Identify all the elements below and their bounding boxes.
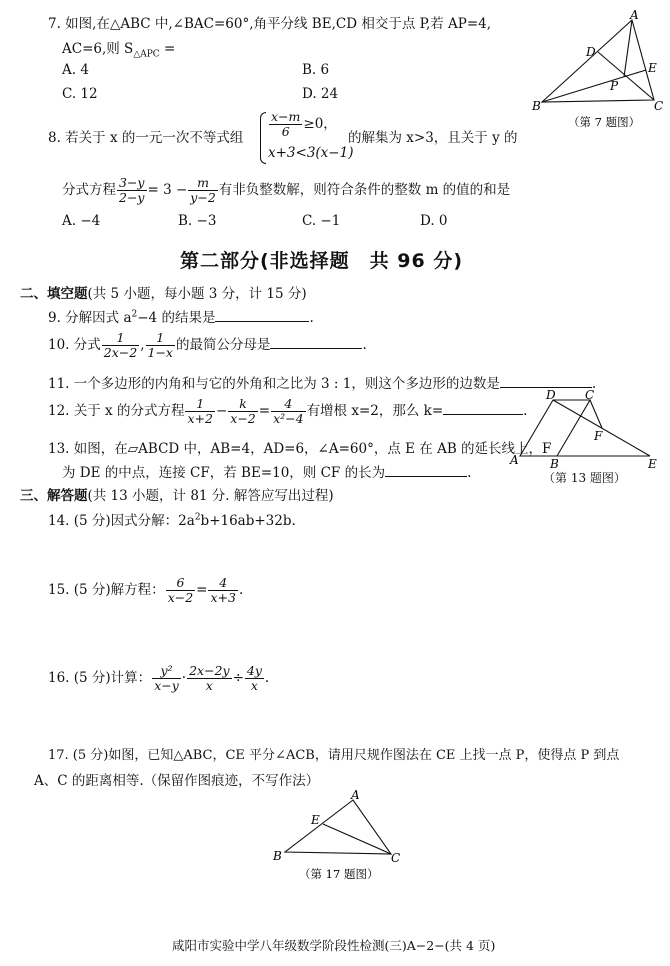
q15: 15. (5 分)解方程： $\frac{6}{x-2}$ = $\frac{4}{x+3}$ . xyxy=(48,575,244,605)
q11-answer-blank xyxy=(500,375,592,388)
q9: 9. 分解因式 $a^2-4$ 的结果是 . xyxy=(48,309,314,326)
q7-label-a: A xyxy=(630,8,639,22)
q8-line2: 分式方程 $\frac{3-y}{2-y}$ = 3 − $\frac{m}{y-2}$ 有非负整数解，则符合条件的整数 m 的值的和是 xyxy=(62,175,511,205)
q7-label-b: B xyxy=(532,99,541,113)
q13-figure xyxy=(508,390,663,468)
q7-label-e: E xyxy=(648,61,657,75)
q7-label-d: D xyxy=(586,45,596,59)
q8-ineq1: $\frac{x-m}{6}$ ≥0， xyxy=(271,109,337,139)
q8-option-a: A. −4 xyxy=(62,213,101,229)
footer: 咸阳市实验中学八年级数学阶段性检测(三)A−2−(共 4 页) xyxy=(172,938,496,953)
q17-label-c: C xyxy=(391,851,401,865)
q8-option-d: D. 0 xyxy=(420,213,448,229)
q13-line2: 为 DE 的中点，连接 CF，若 BE=10，则 CF 的长为 . xyxy=(62,465,472,481)
q13-caption: （第 13 题图） xyxy=(543,471,626,485)
q17-triangle-abc xyxy=(285,800,391,854)
q7-line2: AC=6,则 $S_{\triangle APC}$ = xyxy=(62,41,176,60)
q13-label-a: A xyxy=(510,453,519,467)
q7-segment-ap xyxy=(624,20,632,77)
q13-parallelogram xyxy=(520,400,590,456)
q8-option-b: B. −3 xyxy=(178,213,217,229)
q13-label-f: F xyxy=(594,429,603,443)
q17-figure xyxy=(265,788,415,886)
q7-option-a: A. 4 xyxy=(62,62,89,78)
section3-heading: 三、解答题(共 13 小题，计 81 分. 解答应写出过程) xyxy=(20,488,334,504)
q7-triangle-abc xyxy=(542,20,654,102)
q9-answer-blank xyxy=(215,309,309,322)
q7-option-c: C. 12 xyxy=(62,86,98,102)
q7-option-d: D. 24 xyxy=(302,86,339,102)
q8-brace xyxy=(260,112,266,164)
q17-line1: 17. (5 分)如图，已知△ABC，CE 平分∠ACB，请用尺规作图法在 CE 上找一点 P，使得点 P 到点 xyxy=(48,748,620,763)
q17-caption: （第 17 题图） xyxy=(299,867,379,881)
q13-label-c: C xyxy=(585,390,595,402)
q14: 14. (5 分)因式分解：$2a^2b+16ab+32b$. xyxy=(48,512,296,529)
q13-label-d: D xyxy=(546,390,556,402)
q7-label-p: P xyxy=(610,79,619,93)
q7-label-c: C xyxy=(654,99,664,113)
q10: 10. 分式 $\frac{1}{2x-2}$ , $\frac{1}{1-x}$ 的最简公分母是 . xyxy=(48,330,367,360)
q8-ineq2: x+3<3(x−1) xyxy=(268,145,354,161)
q7-caption: （第 7 题图） xyxy=(568,115,641,129)
section2-heading: 二、填空题(共 5 小题，每小题 3 分，计 15 分) xyxy=(20,286,307,302)
q13-line1: 13. 如图，在▱ABCD 中，AB=4，AD=6，∠A=60°，点 E 在 AB 的延长线上，F xyxy=(48,441,552,457)
q11: 11. 一个多边形的内角和与它的外角和之比为 3 : 1，则这个多边形的边数是 . xyxy=(48,376,597,392)
q7-figure xyxy=(530,8,665,133)
q17-label-b: B xyxy=(273,849,282,863)
q7-line1: 7. 如图,在△ABC 中,∠BAC=60°,角平分线 BE,CD 相交于点 P,若 AP=4, xyxy=(48,16,492,32)
q7-bisector-be xyxy=(542,70,646,102)
q8-option-c: C. −1 xyxy=(302,213,341,229)
q17-label-a: A xyxy=(351,788,360,802)
q8-intro-mid: 的解集为 x>3，且关于 y 的 xyxy=(348,130,518,146)
q8-intro: 8. 若关于 x 的一元一次不等式组 xyxy=(48,130,244,146)
q12: 12. 关于 x 的分式方程 $\frac{1}{x+2}$ − $\frac{k}{x-2}$ = $\frac{4}{\text{x²−4}}$ 有增根 x=2，那么 k= . xyxy=(48,396,528,426)
q13-label-b: B xyxy=(550,457,559,468)
q10-answer-blank xyxy=(270,336,362,349)
part2-title: 第二部分(非选择题 共 96 分) xyxy=(180,250,464,272)
q13-answer-blank xyxy=(385,464,467,477)
q7-option-b: B. 6 xyxy=(302,62,330,78)
q13-segment-cf xyxy=(590,400,602,428)
q13-label-e: E xyxy=(648,457,657,468)
q17-line2: A、C 的距离相等.（保留作图痕迹，不写作法） xyxy=(34,773,320,789)
q17-label-e: E xyxy=(311,813,320,827)
q16: 16. (5 分)计算： $\frac{\text{y²}}{x-y}$ · $\frac{2x-2y}{x}$ ÷ $\frac{4y}{x}$ . xyxy=(48,663,270,693)
